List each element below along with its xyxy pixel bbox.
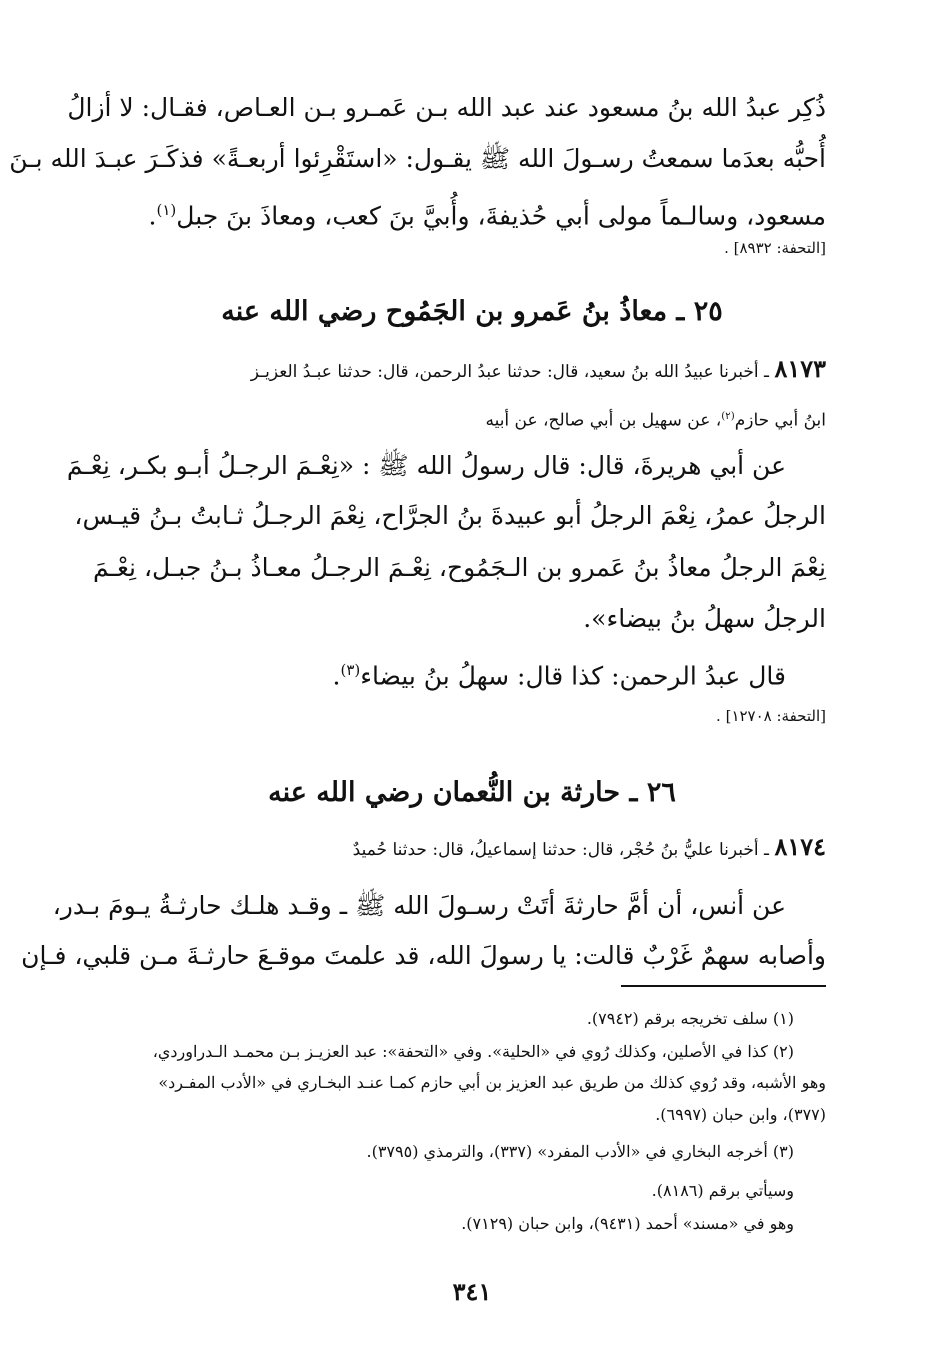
- text-fragment: مسعود، وسالـماً مولى أبي حُذيفةَ، وأُبيَّ بنَ كعب، ومعاذَ بنَ جبل: [176, 201, 826, 231]
- footnote-ref: (١): [156, 201, 177, 219]
- text-line: [118, 190, 826, 236]
- text-fragment: قال عبدُ الرحمن: كذا قال: سهلُ بنُ بيضاء: [360, 661, 786, 691]
- footnote: (٢) كذا في الأصلين، وكذلك رُوي في «الحلية». وفي «التحفة»: عبد العزيـز بـن محمـد الـدراوردي،: [152, 1042, 794, 1061]
- text-fragment: ـ أخبرنا عبيدُ الله بنُ سعيد، قال: حدثنا عبدُ الرحمن، قال: حدثنا عبـدُ العزيـز: [250, 362, 775, 382]
- footnote: وسيأتي برقم (٨١٨٦).: [651, 1181, 794, 1200]
- text-fragment: ـ أخبرنا عليُّ بنُ حُجْر، قال: حدثنا إسماعيلُ، قال: حدثنا حُميدٌ: [352, 840, 775, 860]
- section-heading: ٢٦ ـ حارثة بن النُّعمان رضي الله عنه: [268, 777, 676, 808]
- isnad-line: [118, 402, 826, 436]
- hadith-number: ٨١٧٣: [774, 354, 826, 383]
- tuhfa-reference: [التحفة: ١٢٧٠٨] .: [716, 707, 826, 725]
- text-line: عن أنس، أن أمَّ حارثةَ أتَتْ رسـولَ الله ﷺ ـ وقـد هلـك حارثـةُ يـومَ بـدر،: [52, 891, 786, 920]
- tuhfa-reference: [التحفة: ٨٩٣٢] .: [724, 239, 826, 257]
- footnote-separator: [621, 985, 826, 987]
- isnad-line: [118, 832, 826, 865]
- footnote-ref: (٢): [721, 411, 735, 422]
- text-line: وأصابه سهمٌ غَرْبٌ قالت: يا رسولَ الله، قد علمتَ موقـعَ حارثـةَ مـن قلبي، فـإن: [21, 941, 826, 970]
- text-fragment: ، عن سهيل بن أبي صالح، عن أبيه: [485, 410, 722, 431]
- text-line: [118, 650, 826, 696]
- isnad-line: [118, 354, 826, 387]
- text-line: عن أبي هريرةَ، قال: قال رسولُ الله ﷺ : «نِعْـمَ الرجـلُ أبـو بكـر، نِعْـمَ: [66, 451, 786, 480]
- page-number: ٣٤١: [452, 1277, 492, 1306]
- text-line: ذُكِر عبدُ الله بنُ مسعود عند عبد الله بـن عَمـرو بـن العـاص، فقـال: لا أزالُ: [67, 93, 826, 122]
- footnote: (٣٧٧)، وابن حبان (٦٩٩٧).: [655, 1105, 826, 1124]
- text-line: الرجلُ سهلُ بنُ بيضاء».: [583, 604, 826, 633]
- hadith-number: ٨١٧٤: [774, 832, 826, 861]
- footnote: (١) سلف تخريجه برقم (٧٩٤٢).: [586, 1009, 794, 1028]
- text-fragment: .: [148, 201, 157, 231]
- text-line: الرجلُ عمرُ، نِعْمَ الرجلُ أبو عبيدةَ بنُ الجرَّاح، نِعْمَ الرجـلُ ثـابتُ بـنُ قيـس،: [74, 501, 826, 530]
- text-line: نِعْمَ الرجلُ معاذُ بنُ عَمرو بن الـجَمُوح، نِعْـمَ الرجـلُ معـاذُ بـنُ جبـل، نِعْـمَ: [93, 553, 826, 582]
- footnote-ref: (٣): [340, 661, 361, 679]
- text-fragment: .: [332, 661, 341, 691]
- section-heading: ٢٥ ـ معاذُ بنُ عَمرو بن الجَمُوح رضي الله عنه: [221, 296, 723, 327]
- footnote: وهو في «مسند» أحمد (٩٤٣١)، وابن حبان (٧١٢٩).: [461, 1214, 794, 1233]
- footnote: وهو الأشبه، وقد رُوي كذلك من طريق عبد العزيز بن أبي حازم كمـا عنـد البخـاري في «الأدب المفـرد»: [158, 1073, 826, 1092]
- footnote: (٣) أخرجه البخاري في «الأدب المفرد» (٣٣٧)، والترمذي (٣٧٩٥).: [366, 1142, 794, 1161]
- text-line: أُحبُّه بعدَما سمعتُ رسـولَ الله ﷺ يقـول: «استَقْرِئوا أربعـةً» فذكَـرَ عبـدَ الله بـنَ: [9, 144, 826, 173]
- text-fragment: ابنُ أبي حازم: [734, 410, 826, 431]
